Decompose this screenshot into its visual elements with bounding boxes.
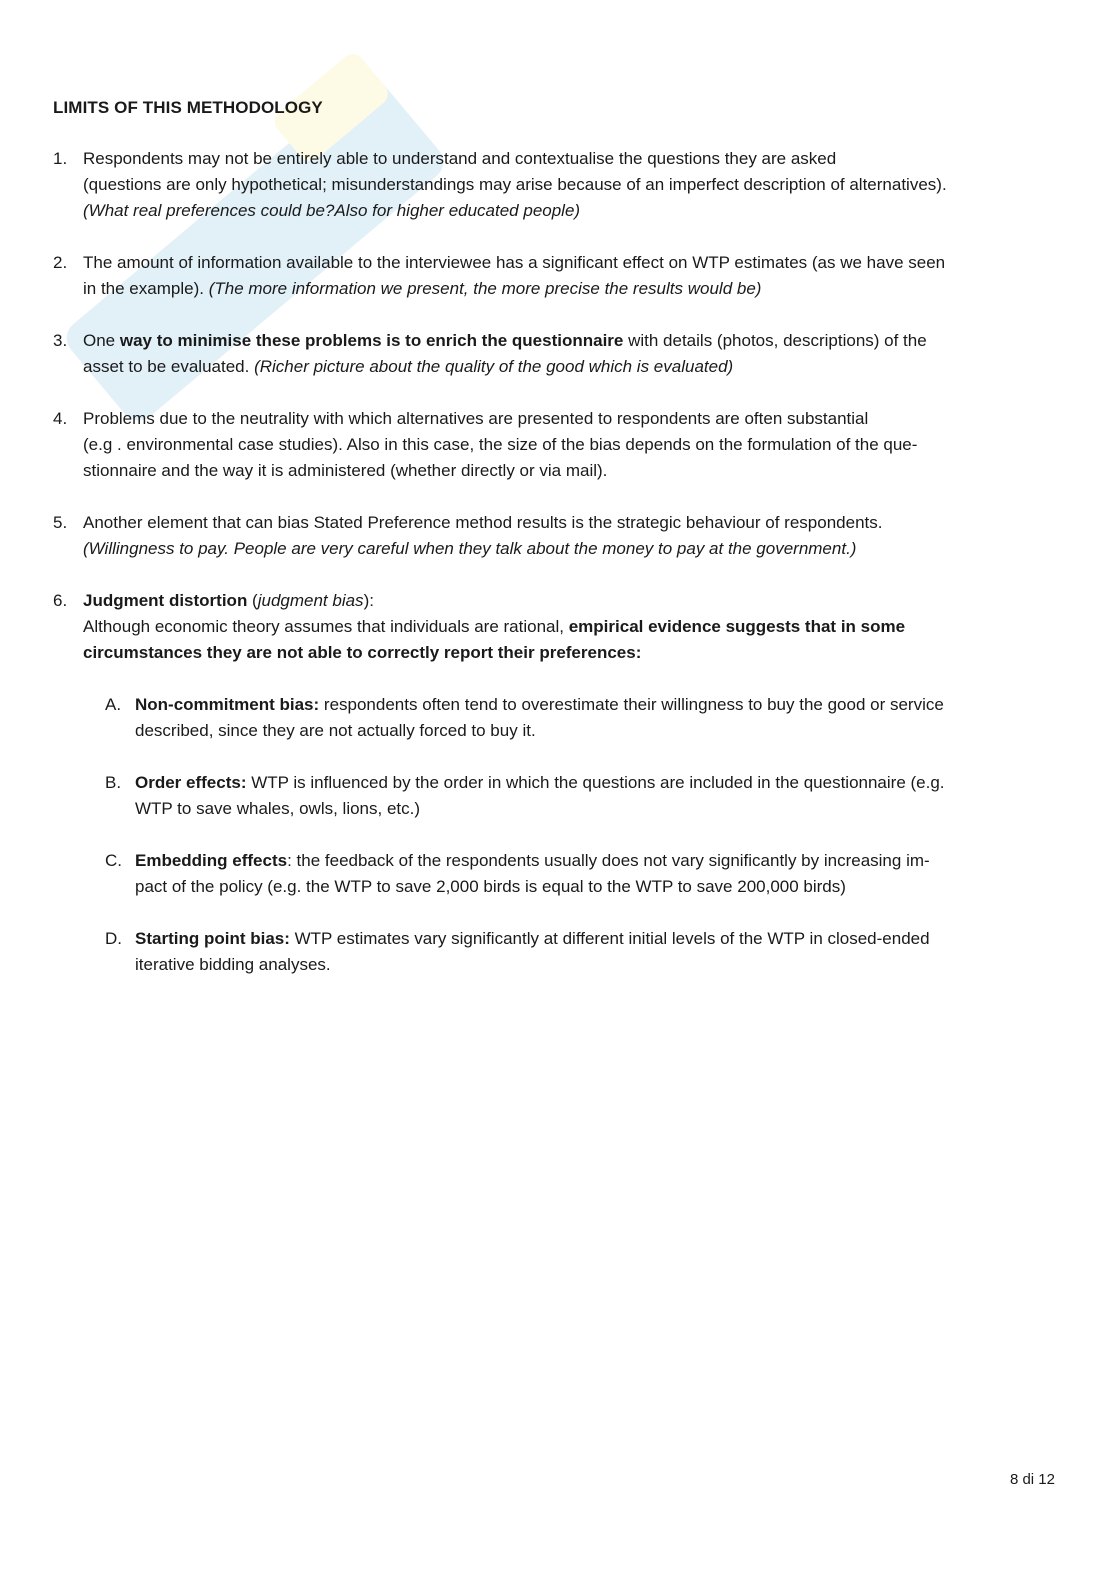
section-heading: LIMITS OF THIS METHODOLOGY xyxy=(53,98,323,117)
list-item xyxy=(53,250,1063,302)
item-number: 2. xyxy=(53,253,68,272)
item-number: 4. xyxy=(53,409,68,428)
item-note: (The more information we present, the more precise the results would be) xyxy=(208,279,762,298)
sub-item-text: WTP estimates vary significantly at different initial levels of the WTP in closed-ended xyxy=(289,929,930,948)
item-number: 1. xyxy=(53,149,68,168)
sub-item-letter: C. xyxy=(105,851,122,870)
item-text: asset to be evaluated. xyxy=(83,357,250,376)
sub-item-letter: B. xyxy=(105,773,122,792)
item-text: ): xyxy=(363,591,374,610)
item-text: ( xyxy=(247,591,258,610)
item-note: (Willingness to pay. People are very careful when they talk about the money to pay at the government.) xyxy=(83,539,857,558)
item-text: Respondents may not be entirely able to understand and contextualise the questions they are asked xyxy=(83,149,837,168)
list-item xyxy=(53,510,1063,562)
sub-item-text: respondents often tend to overestimate their willingness to buy the good or service xyxy=(319,695,944,714)
item-note: judgment bias xyxy=(257,591,364,610)
item-emphasis: way to minimise these problems is to enrich the questionnaire xyxy=(119,331,624,350)
item-text: Problems due to the neutrality with which alternatives are presented to respondents are often substantial xyxy=(83,409,869,428)
sub-list-item xyxy=(105,692,1063,744)
sub-item-text: WTP to save whales, owls, lions, etc.) xyxy=(135,799,421,818)
item-text: One xyxy=(83,331,120,350)
item-emphasis: empirical evidence suggests that in some xyxy=(568,617,906,636)
limits-list xyxy=(53,146,1063,1004)
item-emphasis: circumstances they are not able to correctly report their preferences: xyxy=(83,643,642,662)
sub-item-title: Order effects: xyxy=(135,773,247,792)
item-text: The amount of information available to the interviewee has a significant effect on WTP estimates (as we have seen xyxy=(83,253,946,272)
item-number: 5. xyxy=(53,513,68,532)
item-text: stionnaire and the way it is administered (whether directly or via mail). xyxy=(83,461,608,480)
list-item xyxy=(53,146,1063,224)
list-item xyxy=(53,588,1063,978)
sub-list-item xyxy=(105,926,1063,978)
sub-list-item xyxy=(105,848,1063,900)
sub-item-text: pact of the policy (e.g. the WTP to save 2,000 birds is equal to the WTP to save 200,000 birds) xyxy=(135,877,846,896)
page-number: 8 di 12 xyxy=(1009,1471,1055,1488)
item-number: 6. xyxy=(53,591,68,610)
sub-item-title: Embedding effects xyxy=(135,851,288,870)
item-note: (What real preferences could be?Also for higher educated people) xyxy=(83,201,581,220)
sub-list xyxy=(83,692,1063,978)
sub-item-text: iterative bidding analyses. xyxy=(135,955,331,974)
item-text: (e.g . environmental case studies). Also in this case, the size of the bias depends on the formulation of the que- xyxy=(83,435,918,454)
item-text: Although economic theory assumes that individuals are rational, xyxy=(83,617,569,636)
sub-item-letter: D. xyxy=(105,929,122,948)
sub-item-title: Non-commitment bias: xyxy=(135,695,320,714)
sub-item-title: Starting point bias: xyxy=(135,929,290,948)
sub-item-text: WTP is influenced by the order in which the questions are included in the questionnaire (e.g. xyxy=(246,773,945,792)
item-note: (Richer picture about the quality of the good which is evaluated) xyxy=(254,357,734,376)
sub-item-text: described, since they are not actually forced to buy it. xyxy=(135,721,536,740)
item-text: with details (photos, descriptions) of the xyxy=(623,331,927,350)
sub-item-letter: A. xyxy=(105,695,122,714)
list-item xyxy=(53,406,1063,484)
item-text: in the example). xyxy=(83,279,204,298)
sub-item-text: : the feedback of the respondents usually does not vary significantly by increasing im- xyxy=(287,851,930,870)
item-title: Judgment distortion xyxy=(83,591,248,610)
item-text: Another element that can bias Stated Preference method results is the strategic behaviour of respondents. xyxy=(83,513,883,532)
item-text: (questions are only hypothetical; misunderstandings may arise because of an imperfect description of alternatives). xyxy=(83,175,947,194)
sub-list-item xyxy=(105,770,1063,822)
item-number: 3. xyxy=(53,331,68,350)
list-item xyxy=(53,328,1063,380)
